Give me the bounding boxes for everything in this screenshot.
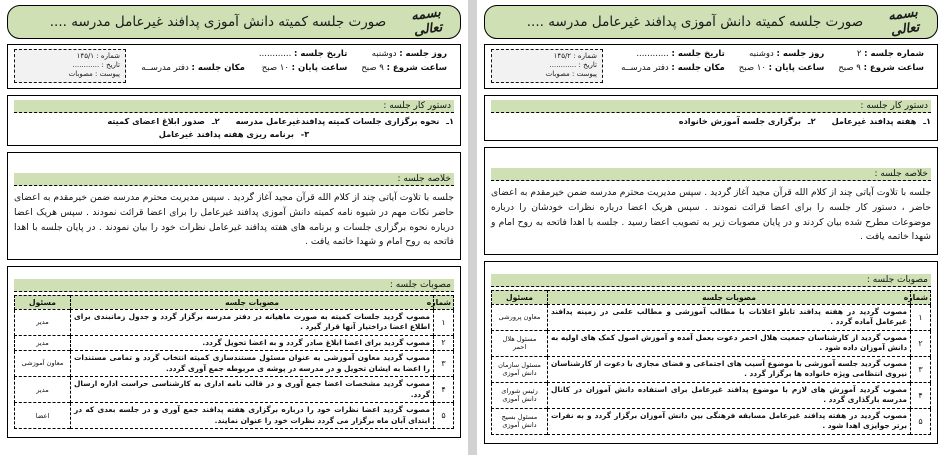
field-session-date-right bbox=[617, 49, 725, 60]
value-start-time-left: ۹ صبح bbox=[361, 62, 384, 73]
value-session-place-right: دفتر مدرســه bbox=[621, 62, 669, 73]
field-session-number-right bbox=[838, 49, 924, 60]
agenda-title-right: دستور کار جلسه : bbox=[491, 100, 931, 113]
field-session-day-left bbox=[361, 49, 447, 60]
value-stamp-attachment-right: مصوبات bbox=[545, 70, 570, 79]
cell-resolution-right-4: مصوب گردید آموزش های لازم با موضوع پدافند غیرعامل برای استفاده دانش آموزان در کانال مدرسه بارگذاری گردد . bbox=[548, 382, 911, 408]
stamp-date-line-left bbox=[20, 61, 120, 70]
label-stamp-date-right: تاریخ : bbox=[578, 61, 597, 70]
resolutions-section-right bbox=[484, 261, 938, 444]
resolutions-title-right: مصوبات جلسه : bbox=[491, 274, 931, 287]
header-col-day-left bbox=[354, 49, 454, 73]
agenda-num-left-3: ۳- bbox=[300, 128, 310, 139]
agenda-num-left-2: ۲ـ bbox=[211, 115, 220, 126]
label-stamp-attachment-right: پیوست : bbox=[572, 70, 597, 79]
label-stamp-attachment-left: پیوست : bbox=[95, 70, 120, 79]
cell-number-left-4: ۴ bbox=[434, 377, 454, 403]
value-session-date-left: ............ bbox=[258, 49, 292, 59]
resolutions-section-left bbox=[7, 266, 461, 439]
agenda-item-right-1 bbox=[832, 116, 931, 126]
value-session-number-right: ۲ bbox=[856, 49, 862, 59]
summary-top-spacer-right bbox=[491, 152, 931, 168]
field-placeholder-left bbox=[137, 49, 245, 60]
agenda-text-left-2: صدور ابلاغ اعضای کمیته bbox=[107, 115, 205, 126]
document-page-session-2 bbox=[477, 0, 945, 455]
cell-responsible-right-4: رئیس شورای دانش آموزی bbox=[492, 382, 548, 408]
value-end-time-right: ۱۰ صبح bbox=[738, 62, 766, 73]
stamp-date-line-right bbox=[497, 61, 597, 70]
cell-responsible-right-2: مسئول هلال احمر bbox=[492, 330, 548, 356]
label-stamp-number-left: شماره : bbox=[96, 52, 120, 60]
table-row bbox=[492, 330, 931, 356]
page-title-left: صورت جلسه کمیته دانش آموزی پدافند غیرعامل مدرسه .... bbox=[49, 14, 387, 30]
cell-number-right-1: ۱ bbox=[911, 304, 931, 330]
header-col-session-right bbox=[831, 49, 931, 73]
document-page-session-1 bbox=[0, 0, 468, 455]
value-stamp-date-left: ............ bbox=[72, 61, 100, 70]
cell-number-right-5: ۵ bbox=[911, 408, 931, 434]
cell-resolution-left-1: مصوب گردید جلسات کمیته به صورت ماهیانه در دفتر مدرسه برگزار گردد و جدول زمانبندی برای اطلاع اعضا دراختیار آنها قرار گیرد . bbox=[71, 309, 434, 335]
value-start-time-right: ۹ صبح bbox=[838, 62, 861, 73]
agenda-title-left: دستور کار جلسه : bbox=[14, 100, 454, 113]
label-session-date-right: تاریخ جلسه : bbox=[671, 49, 725, 59]
label-stamp-number-right: شماره : bbox=[573, 52, 597, 60]
cell-responsible-left-4: مدیر bbox=[15, 377, 71, 403]
table-row bbox=[492, 382, 931, 408]
table-row bbox=[492, 304, 931, 330]
header-col-date-right bbox=[610, 49, 732, 73]
label-session-day-left: روز جلسه : bbox=[399, 49, 447, 59]
summary-text-left: جلسه با تلاوت آیاتی چند از کلام الله قرآن مجید آغاز گردید . سپس مدیریت محترم مدرسه ضمن خیرمقدم به اعضای حاضر نکات مهم در شیوه نامه کمیته دانش آموزی پدافند غیرعامل را برای اعضا قرائت نمودند . سپس هریک اعضا درباره نحوه برگزاری جلسات و برنامه های هفته پدافند غیرعامل نظرات خود را بیان نمودند . در پایان جلسه با اهدا فاتحه به روح امام و شهدا خاتمه یافت . bbox=[14, 191, 454, 248]
value-session-day-right: دوشنبه bbox=[749, 49, 774, 59]
cell-responsible-left-3: معاون آموزشی bbox=[15, 351, 71, 377]
cell-number-left-3: ۳ bbox=[434, 351, 454, 377]
table-row bbox=[492, 408, 931, 434]
cell-number-right-3: ۳ bbox=[911, 356, 931, 382]
table-header-row-right bbox=[492, 290, 931, 304]
cell-responsible-right-1: معاون پرورشی bbox=[492, 304, 548, 330]
header-col-date-left bbox=[252, 49, 354, 73]
summary-title-left: خلاصه جلسه : bbox=[14, 173, 454, 186]
value-end-time-left: ۱۰ صبح bbox=[261, 62, 289, 73]
table-row bbox=[15, 309, 454, 335]
cell-responsible-left-5: اعضا bbox=[15, 403, 71, 429]
cell-resolution-right-5: مصوب گردید در هفته پدافند غیرعامل مسابقه فرهنگی بین دانش آموزان برگزار گردد و به نفرات برتر جوایزی اهدا شود . bbox=[548, 408, 911, 434]
value-stamp-date-right: ............ bbox=[549, 61, 577, 70]
page-title-right: صورت جلسه کمیته دانش آموزی پدافند غیرعامل مدرسه .... bbox=[526, 14, 864, 30]
col-header-responsible-left: مسئول bbox=[15, 295, 71, 309]
cell-resolution-right-1: مصوب گردید در هفته پدافند تابلو اعلانات با مطالب آموزشی و مطالب علمی در زمینه پدافند غیرعامل آماده گردد . bbox=[548, 304, 911, 330]
cell-number-right-2: ۲ bbox=[911, 330, 931, 356]
cell-resolution-right-3: مصوب گردید جلسه آموزشی با موضوع آسیب های اجتماعی و فضای مجازی با دعوت از کارشناسان نیروی انتظامی ویژه خانواده ها برگزار گردد . bbox=[548, 356, 911, 382]
header-col-place-left bbox=[130, 49, 252, 73]
field-start-time-left bbox=[361, 63, 447, 74]
besmeh-taali-logo-right: بسمه تعالی bbox=[887, 5, 921, 39]
resolutions-table-right bbox=[491, 290, 931, 435]
field-end-time-left bbox=[259, 63, 347, 74]
cell-responsible-right-3: مسئول سازمان دانش آموزی bbox=[492, 356, 548, 382]
label-session-place-right: مکان جلسه : bbox=[671, 62, 725, 73]
label-stamp-date-left: تاریخ : bbox=[101, 61, 120, 70]
col-header-responsible-right: مسئول bbox=[492, 290, 548, 304]
value-stamp-number-left: ۱۴۵/۱ bbox=[76, 52, 95, 60]
title-banner-left bbox=[7, 5, 461, 39]
agenda-row-left-2 bbox=[14, 129, 454, 139]
title-banner-right bbox=[484, 5, 938, 39]
stamp-number-line-right bbox=[497, 52, 597, 61]
table-row bbox=[15, 403, 454, 429]
field-end-time-right bbox=[739, 63, 825, 74]
cell-responsible-left-1: مدیر bbox=[15, 309, 71, 335]
field-session-place-right bbox=[617, 63, 725, 74]
label-session-day-right: روز جلسه : bbox=[776, 49, 825, 59]
value-stamp-number-right: ۱۴۵/۲ bbox=[553, 52, 572, 60]
agenda-text-left-3: برنامه ریزی هفته پدافند غیرعامل bbox=[158, 128, 294, 139]
summary-section-right bbox=[484, 147, 938, 255]
resolutions-top-spacer-right bbox=[491, 266, 931, 274]
value-session-date-right: ............ bbox=[636, 49, 669, 59]
agenda-item-left-3 bbox=[159, 129, 309, 139]
label-end-time-right: ساعت پایان : bbox=[768, 62, 825, 73]
agenda-num-left-1: ۱ـ bbox=[446, 115, 454, 126]
cell-responsible-left-2: مدیر bbox=[15, 335, 71, 351]
page-gutter bbox=[468, 0, 477, 455]
cell-number-left-5: ۵ bbox=[434, 403, 454, 429]
resolutions-table-left bbox=[14, 295, 454, 430]
cell-resolution-left-2: مصوب گردید برای اعضا ابلاغ صادر گردد و به اعضا تحویل گردد. bbox=[71, 335, 434, 351]
value-session-day-left: دوشنبه bbox=[371, 49, 397, 59]
registration-stamp-left bbox=[14, 49, 126, 83]
agenda-item-right-2 bbox=[679, 116, 816, 126]
summary-top-spacer-left bbox=[14, 157, 454, 173]
agenda-section-left bbox=[7, 95, 461, 146]
besmeh-taali-logo-left: بسمه تعالی bbox=[410, 5, 444, 39]
field-session-date-left bbox=[259, 49, 347, 60]
agenda-num-right-1: ۱ـ bbox=[923, 115, 931, 126]
header-info-box-left bbox=[7, 44, 461, 89]
table-row bbox=[15, 335, 454, 351]
label-session-place-left: مکان جلسه : bbox=[191, 62, 245, 73]
value-session-place-left: دفتر مدرســه bbox=[141, 62, 189, 73]
label-start-time-right: ساعت شروع : bbox=[863, 62, 924, 73]
col-header-number-right: شماره bbox=[911, 290, 931, 304]
header-info-box-right bbox=[484, 44, 938, 89]
field-session-place-left bbox=[137, 63, 245, 74]
cell-number-left-2: ۲ bbox=[434, 335, 454, 351]
col-header-resolution-left: مصوبات جلسه bbox=[71, 295, 434, 309]
table-row bbox=[15, 377, 454, 403]
resolutions-title-left: مصوبات جلسه : bbox=[14, 279, 454, 292]
summary-section-left bbox=[7, 152, 461, 260]
label-session-number-right: شماره جلسه : bbox=[864, 49, 924, 59]
agenda-row-left-1 bbox=[14, 116, 454, 126]
agenda-item-left-2 bbox=[107, 116, 219, 126]
col-header-number-left: شماره bbox=[434, 295, 454, 309]
agenda-text-right-2: برگزاری جلسه آموزش خانواده bbox=[678, 115, 801, 126]
cell-responsible-right-5: مسئول بسیج دانش آموزی bbox=[492, 408, 548, 434]
agenda-num-right-2: ۲ـ bbox=[807, 115, 816, 126]
cell-number-right-4: ۴ bbox=[911, 382, 931, 408]
resolutions-top-spacer-left bbox=[14, 271, 454, 279]
field-start-time-right bbox=[838, 63, 924, 74]
cell-resolution-left-3: مصوب گردید معاون آموزشی به عنوان مسئول مستندسازی کمیته انتخاب گردد و تمامی مستندات را اعضا به ایشان تحویل و در مدرسه در پوشه ی مربوطه جمع آوری گردد. bbox=[71, 351, 434, 377]
cell-resolution-left-4: مصوب گردید مشخصات اعضا جمع آوری و در قالب نامه اداری به کارشناسی حراست اداره ارسال گردد. bbox=[71, 377, 434, 403]
registration-stamp-right bbox=[491, 49, 603, 83]
cell-resolution-left-5: مصوب گردید اعضا نظرات خود را درباره برگزاری هفته پدافند جمع آوری و در جلسه بعدی که در ابتدای آبان ماه برگزار می گردد نظرات خود را عنوان نمایند. bbox=[71, 403, 434, 429]
value-stamp-attachment-left: مصوبات bbox=[68, 70, 93, 79]
summary-title-right: خلاصه جلسه : bbox=[491, 168, 931, 181]
table-row bbox=[15, 351, 454, 377]
field-session-day-right bbox=[739, 49, 825, 60]
header-col-day-right bbox=[732, 49, 832, 73]
agenda-item-left-1 bbox=[236, 116, 454, 126]
stamp-attachment-line-left bbox=[20, 70, 120, 79]
table-header-row-left bbox=[15, 295, 454, 309]
stamp-attachment-line-right bbox=[497, 70, 597, 79]
summary-text-right: جلسه با تلاوت آیاتی چند از کلام الله قرآن مجید آغاز گردید . سپس مدیریت محترم مدرسه ضمن خیرمقدم به اعضای حاضر ، دستور کار جلسه را برای اعضا قرائت نمودند . سپس هریک اعضا درباره نظرات خودشان را درباره موضوعات مطرح شده بیان کردند و در پایان مصوبات زیر به تصویب اعضا رسید . جلسه با اهدا فاتحه به روح امام و شهدا خاتمه یافت . bbox=[491, 186, 931, 243]
agenda-text-left-1: نحوه برگزاری جلسات کمیته پدافندغیرعامل مدرسه bbox=[235, 115, 440, 126]
cell-number-left-1: ۱ bbox=[434, 309, 454, 335]
label-start-time-left: ساعت شروع : bbox=[386, 62, 447, 73]
stamp-number-line-left bbox=[20, 52, 120, 61]
agenda-text-right-1: هفته پدافند غیرعامل bbox=[831, 115, 917, 126]
table-row bbox=[492, 356, 931, 382]
col-header-resolution-right: مصوبات جلسه bbox=[548, 290, 911, 304]
agenda-section-right bbox=[484, 95, 938, 141]
agenda-row-right bbox=[491, 116, 931, 126]
label-end-time-left: ساعت پایان : bbox=[291, 62, 348, 73]
label-session-date-left: تاریخ جلسه : bbox=[294, 49, 348, 59]
cell-resolution-right-2: مصوب گردید از کارشناسان جمعیت هلال احمر دعوت بعمل آمده و آموزش اصول کمک های اولیه به دانش آموزان داده شود . bbox=[548, 330, 911, 356]
